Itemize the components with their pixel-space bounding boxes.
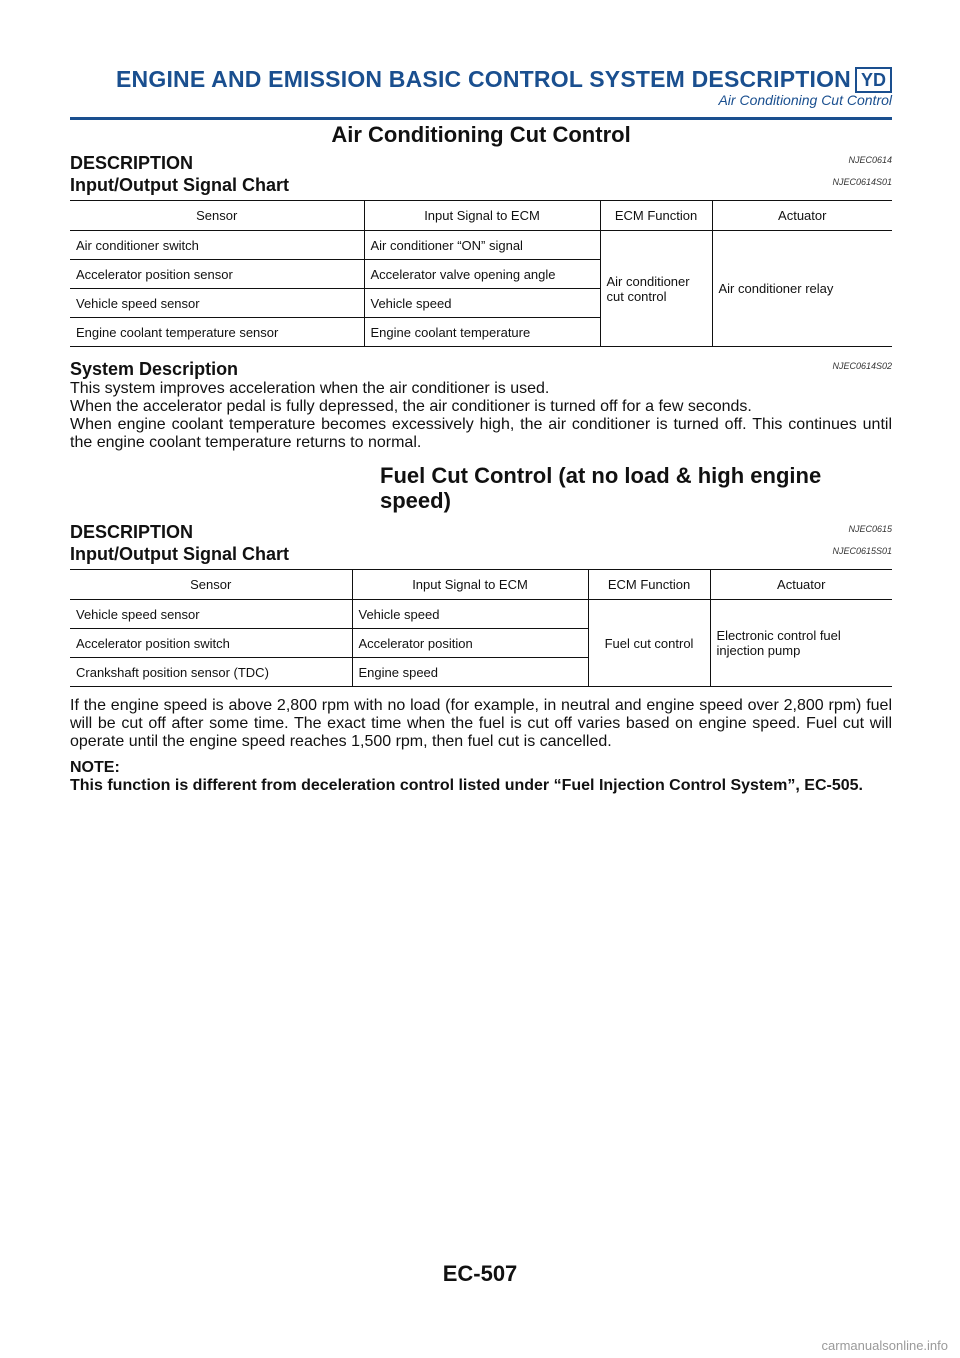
fuel-cut-body-text: If the engine speed is above 2,800 rpm with no load (for example, in neutral and engine speed over 2,800 rpm) fuel will be cut off after some time. The exact time when the fuel is cut off varies based on engine speed. Fuel cut will operate until the engine speed reaches 1,500 rpm, then fuel cut is cancelled.	[70, 697, 892, 750]
note-label: NOTE:	[70, 759, 120, 776]
column-header: Input Signal to ECM	[364, 201, 600, 231]
system-description-heading	[70, 358, 892, 380]
section-title-line: speed)	[380, 488, 451, 513]
system-description-line: When the accelerator pedal is fully depressed, the air conditioner is turned off for a few seconds.	[70, 398, 752, 415]
sensor-cell: Crankshaft position sensor (TDC)	[70, 658, 352, 687]
input-signal-cell: Engine coolant temperature	[364, 318, 600, 347]
chart-label: Input/Output Signal Chart	[70, 175, 289, 195]
sensor-cell: Vehicle speed sensor	[70, 289, 364, 318]
header-title: ENGINE AND EMISSION BASIC CONTROL SYSTEM DESCRIPTION	[116, 66, 851, 92]
fuel-cut-signal-table	[70, 569, 892, 687]
table-row	[70, 231, 892, 260]
sensor-cell: Engine coolant temperature sensor	[70, 318, 364, 347]
actuator-cell: Electronic control fuel injection pump	[710, 600, 892, 687]
system-description-line: This system improves acceleration when the air conditioner is used.	[70, 380, 550, 397]
column-header: ECM Function	[588, 570, 710, 600]
chart-heading	[70, 543, 892, 565]
actuator-cell: Air conditioner relay	[712, 231, 892, 347]
table-row	[70, 600, 892, 629]
system-description-line: When engine coolant temperature becomes excessively high, the air conditioner is turned off. This continues until the engine coolant temperature returns to normal.	[70, 416, 892, 451]
input-signal-cell: Accelerator position	[352, 629, 588, 658]
input-signal-cell: Air conditioner “ON” signal	[364, 231, 600, 260]
engine-badge: YD	[855, 67, 892, 93]
section-title-ac-cut: Air Conditioning Cut Control	[331, 122, 631, 147]
table-header-row	[70, 201, 892, 231]
header-subtitle: Air Conditioning Cut Control	[718, 92, 892, 108]
input-signal-cell: Accelerator valve opening angle	[364, 260, 600, 289]
column-header: Actuator	[710, 570, 892, 600]
section-title-fuel-cut	[70, 463, 892, 513]
description-label: DESCRIPTION	[70, 522, 194, 542]
chart-label: Input/Output Signal Chart	[70, 544, 289, 564]
input-signal-cell: Vehicle speed	[364, 289, 600, 318]
page-number: EC-507	[442, 1261, 518, 1286]
column-header: Sensor	[70, 570, 352, 600]
column-header: Input Signal to ECM	[352, 570, 588, 600]
reference-code: NJEC0614	[848, 155, 892, 165]
column-header: ECM Function	[600, 201, 712, 231]
reference-code: NJEC0614S02	[832, 361, 892, 371]
page-header	[70, 66, 892, 108]
sensor-cell: Vehicle speed sensor	[70, 600, 352, 629]
description-heading	[70, 152, 892, 174]
watermark: carmanualsonline.info	[821, 1338, 948, 1353]
note-text: This function is different from deceleration control listed under “Fuel Injection Control System”, EC-505.	[70, 777, 863, 794]
section-title-line: Fuel Cut Control (at no load & high engine	[380, 463, 822, 488]
page-content	[70, 120, 892, 795]
table-header-row	[70, 570, 892, 600]
ecm-function-cell: Air conditioner cut control	[600, 231, 712, 347]
chart-heading	[70, 174, 892, 196]
system-description-label: System Description	[70, 359, 239, 379]
ac-signal-table	[70, 200, 892, 347]
input-signal-cell: Engine speed	[352, 658, 588, 687]
sensor-cell: Air conditioner switch	[70, 231, 364, 260]
column-header: Sensor	[70, 201, 364, 231]
description-heading	[70, 521, 892, 543]
sensor-cell: Accelerator position sensor	[70, 260, 364, 289]
input-signal-cell: Vehicle speed	[352, 600, 588, 629]
column-header: Actuator	[712, 201, 892, 231]
reference-code: NJEC0615S01	[832, 546, 892, 556]
description-label: DESCRIPTION	[70, 153, 194, 173]
ecm-function-cell: Fuel cut control	[588, 600, 710, 687]
reference-code: NJEC0614S01	[832, 177, 892, 187]
reference-code: NJEC0615	[848, 524, 892, 534]
sensor-cell: Accelerator position switch	[70, 629, 352, 658]
